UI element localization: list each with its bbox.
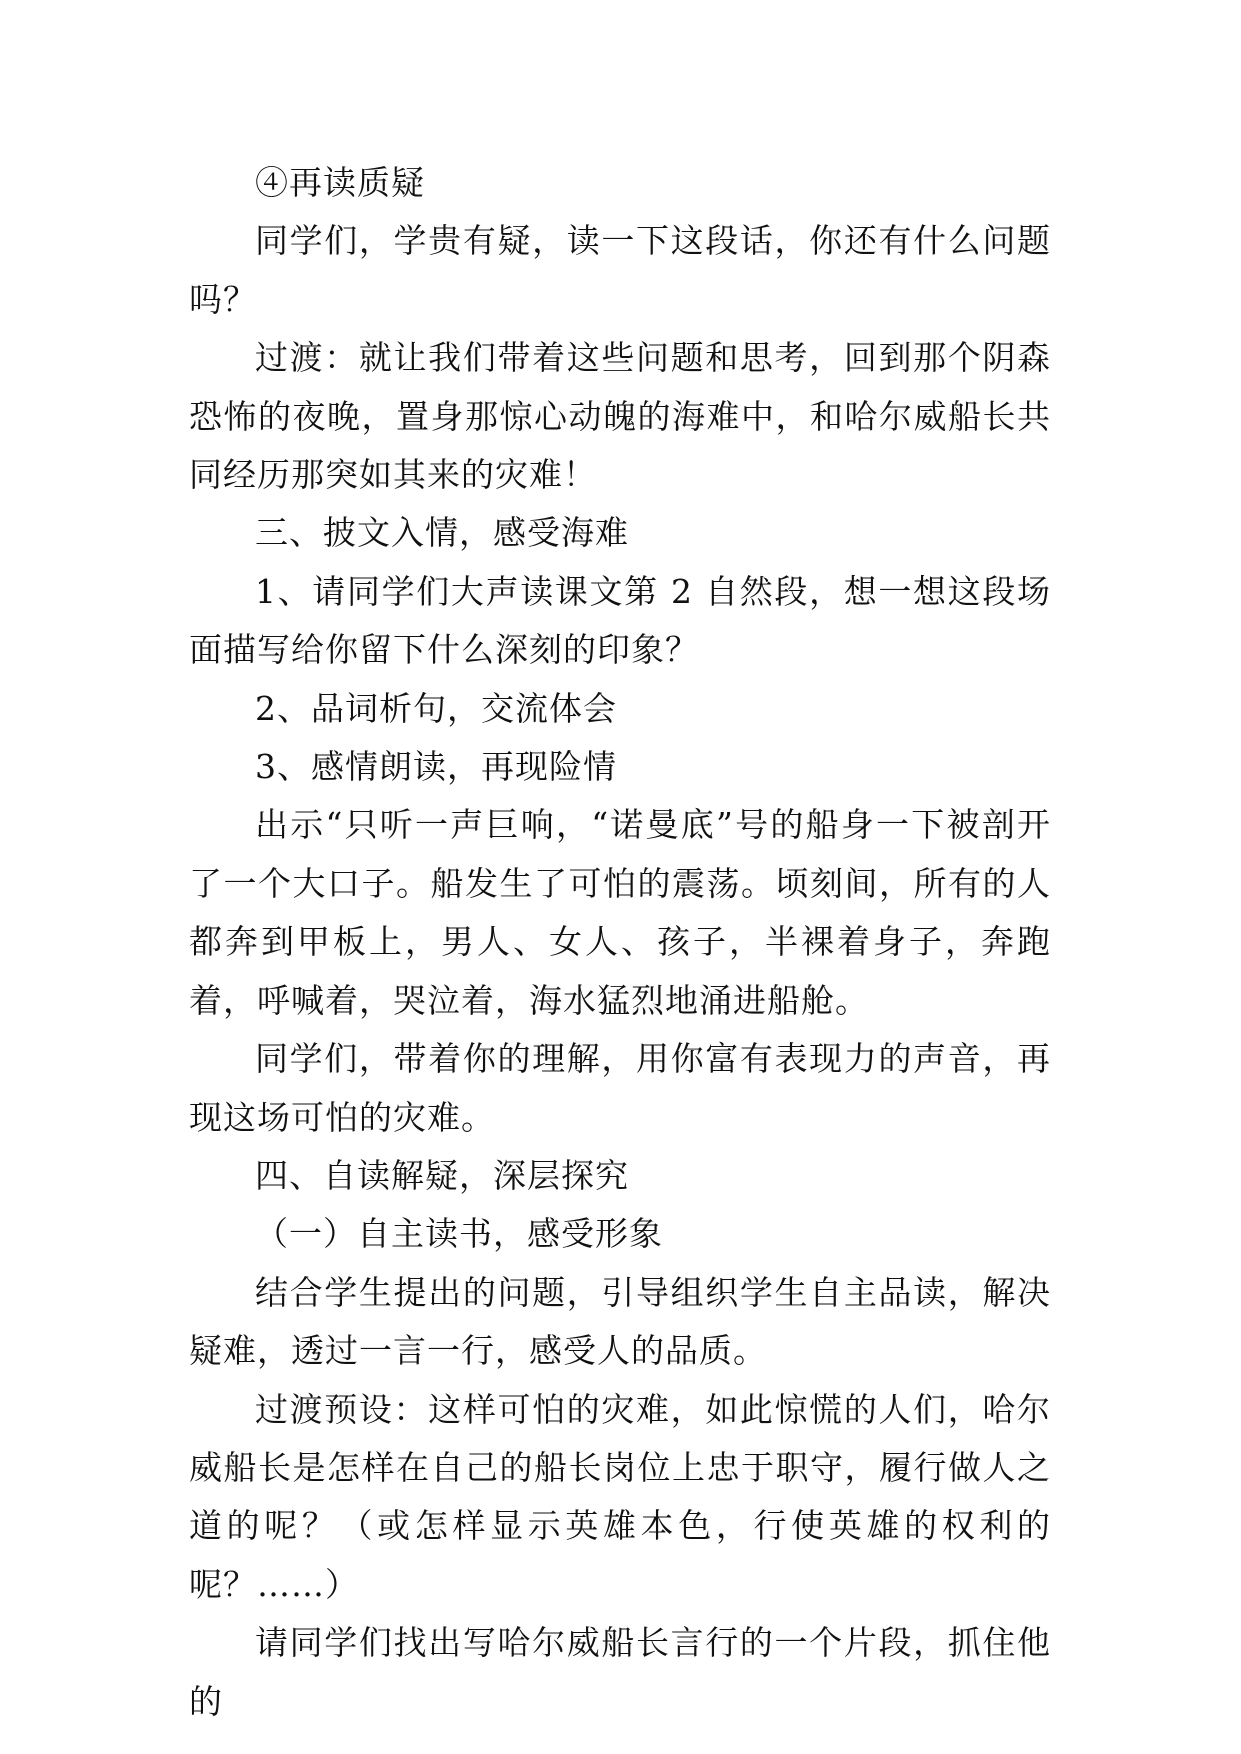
paragraph: 结合学生提出的问题，引导组织学生自主品读，解决疑难，透过一言一行，感受人的品质。 (189, 1272, 1051, 1371)
paragraph: 同学们，学贵有疑，读一下这段话，你还有什么问题吗？ (189, 221, 1051, 319)
paragraph: 同学们，带着你的理解，用你富有表现力的声音，再现这场可怕的灾难。 (189, 1039, 1051, 1137)
paragraph: 请同学们找出写哈尔威船长言行的一个片段，抓住他的 (189, 1623, 1051, 1721)
section-heading-reread: ④再读质疑 (255, 163, 425, 202)
paragraph: 1、请同学们大声读课文第 2 自然段，想一想这段场面描写给你留下什么深刻的印象？ (189, 571, 1051, 670)
section-heading-three: 三、披文入情，感受海难 (255, 513, 629, 553)
paragraph: 2、品词析句，交流体会 (255, 688, 617, 728)
paragraph: 3、感情朗读，再现险情 (255, 747, 617, 787)
paragraph: 过渡预设：这样可怕的灾难，如此惊慌的人们，哈尔威船长是怎样在自己的船长岗位上忠于职守，履行做人之道的呢？（或怎样显示英雄本色，行使英雄的权利的呢？……） (189, 1389, 1051, 1604)
paragraph: 出示“只听一声巨响，“诺曼底”号的船身一下被剖开了一个大口子。船发生了可怕的震荡。顷刻间，所有的人都奔到甲板上，男人、女人、孩子，半裸着身子，奔跑着，呼喊着，哭泣着，海水猛烈地涌进船舱。 (189, 805, 1051, 1020)
paragraph: 过渡：就让我们带着这些问题和思考，回到那个阴森恐怖的夜晚，置身那惊心动魄的海难中，和哈尔威船长共同经历那突如其来的灾难！ (189, 338, 1051, 495)
subsection-heading: （一）自主读书，感受形象 (255, 1214, 663, 1254)
document-body (189, 154, 1051, 1731)
section-heading-four: 四、自读解疑，深层探究 (255, 1155, 629, 1195)
